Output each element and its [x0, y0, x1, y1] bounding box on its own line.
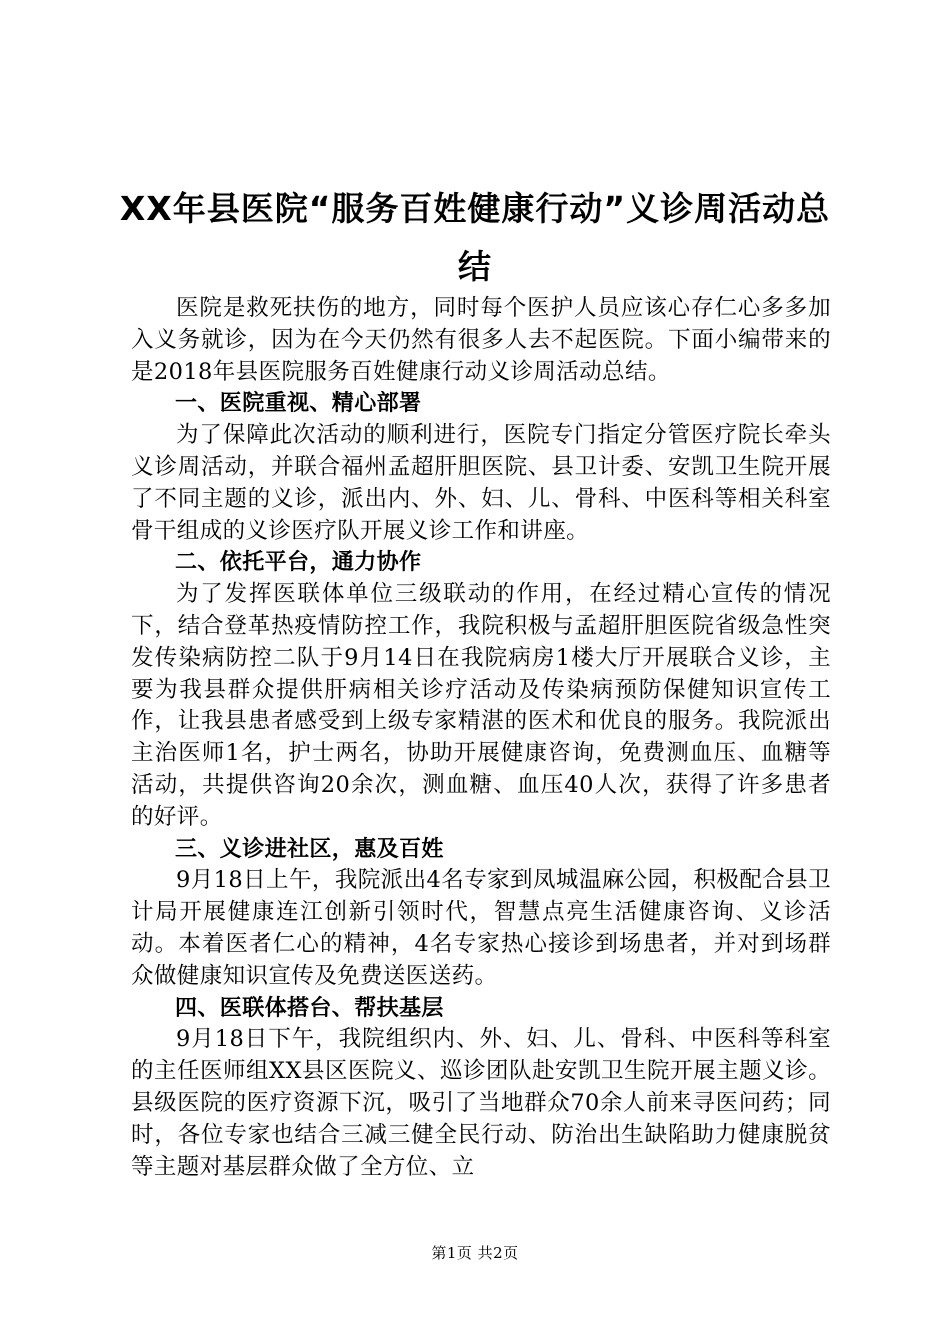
document-title: XX年县医院“服务百姓健康行动”义诊周活动总结 [119, 189, 831, 287]
section-heading: 三、义诊进社区，惠及百姓 [175, 836, 444, 862]
section-paragraph: 9月18日上午，我院派出4名专家到凤城温麻公园，积极配合县卫计局开展健康连江创新引领时代，智慧点亮生活健康咨询、义诊活动。本着医者仁心的精神，4名专家热心接诊到场患者，并对到场群众做健康知识宣传及免费送医送药。 [131, 867, 831, 989]
section-heading: 一、医院重视、精心部署 [175, 391, 422, 417]
intro-paragraph: 医院是救死扶伤的地方，同时每个医护人员应该心存仁心多多加入义务就诊，因为在今天仍然有很多人去不起医院。下面小编带来的是2018年县医院服务百姓健康行动义诊周活动总结。 [131, 295, 831, 385]
section-heading: 四、医联体搭台、帮扶基层 [175, 995, 444, 1021]
page-footer: 第1页 共2页 [431, 1244, 519, 1262]
section-paragraph: 为了发挥医联体单位三级联动的作用，在经过精心宣传的情况下，结合登革热疫情防控工作，我院积极与孟超肝胆医院省级急性突发传染病防控二队于9月14日在我院病房1楼大厅开展联合义诊，主要为我县群众提供肝病相关诊疗活动及传染病预防保健知识宣传工作，让我县患者感受到上级专家精湛的医术和优良的服务。我院派出主治医师1名，护士两名，协助开展健康咨询，免费测血压、血糖等活动，共提供咨询20余次，测血糖、血压40人次，获得了许多患者的好评。 [131, 581, 831, 830]
section-paragraph: 9月18日下午，我院组织内、外、妇、儿、骨科、中医科等科室的主任医师组XX县区医院义、巡诊团队赴安凯卫生院开展主题义诊。县级医院的医疗资源下沉，吸引了当地群众70余人前来寻医问药；同时，各位专家也结合三减三健全民行动、防治出生缺陷助力健康脱贫等主题对基层群众做了全方位、立 [131, 1026, 831, 1180]
section-paragraph: 为了保障此次活动的顺利进行，医院专门指定分管医疗院长牵头义诊周活动，并联合福州孟超肝胆医院、县卫计委、安凯卫生院开展了不同主题的义诊，派出内、外、妇、儿、骨科、中医科等相关科室骨干组成的义诊医疗队开展义诊工作和讲座。 [131, 422, 831, 544]
document-body [131, 293, 831, 1183]
section-heading: 二、依托平台，通力协作 [175, 550, 422, 576]
